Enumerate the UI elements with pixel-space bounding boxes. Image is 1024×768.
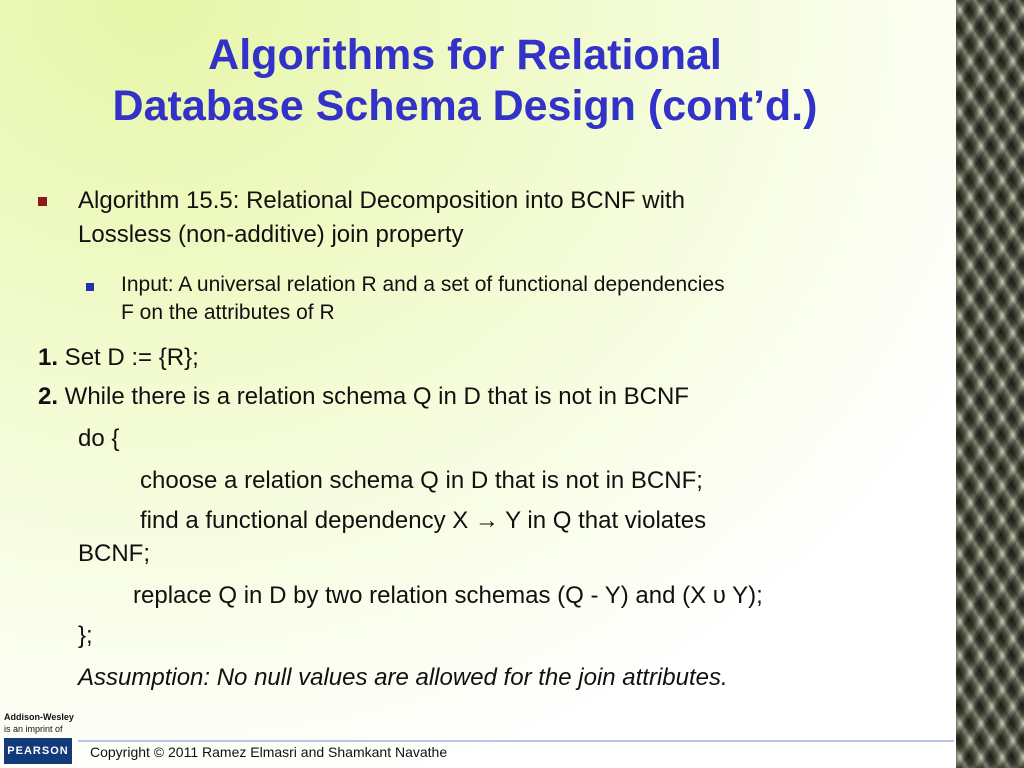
step-1-number: 1.: [38, 344, 59, 371]
step-1: [38, 344, 199, 372]
assumption-line: Assumption: No null values are allowed for the join attributes.: [78, 664, 728, 691]
sub-bullet-line-2: F on the attributes of R: [121, 301, 335, 324]
do-open: do {: [78, 425, 120, 452]
slide-title: [0, 30, 930, 132]
bullet-1-line-1: Algorithm 15.5: Relational Decomposition into BCNF with: [78, 187, 685, 214]
title-line-1: Algorithms for Relational: [208, 31, 722, 79]
bcnf-line: BCNF;: [78, 540, 150, 567]
step-2-number: 2.: [38, 383, 59, 410]
find-part-2: Y in Q that violates: [498, 507, 707, 534]
publisher-imprint: is an imprint of: [4, 724, 63, 734]
find-part-1: find a functional dependency X: [140, 507, 475, 534]
decorative-side-image: [956, 0, 1024, 768]
title-line-2: Database Schema Design (cont’d.): [112, 82, 818, 130]
pearson-logo: PEARSON: [4, 738, 72, 764]
choose-line: choose a relation schema Q in D that is not in BCNF;: [140, 467, 703, 494]
copyright-text: Copyright © 2011 Ramez Elmasri and Shamkant Navathe: [90, 744, 448, 760]
arrow-icon: →: [474, 507, 499, 534]
close-brace: };: [78, 622, 93, 649]
sub-bullet-square-icon: [86, 283, 94, 291]
step-2: [38, 383, 689, 411]
replace-line: replace Q in D by two relation schemas (Q - Y) and (X ᴜ Y);: [133, 582, 763, 609]
bullet-square-icon: [38, 197, 47, 206]
bullet-1-line-2: Lossless (non-additive) join property: [78, 221, 464, 248]
sub-bullet-line-1: Input: A universal relation R and a set of functional dependencies: [121, 273, 725, 296]
footer-divider: [78, 740, 954, 742]
step-2-text: While there is a relation schema Q in D that is not in BCNF: [58, 383, 689, 410]
find-line: [140, 507, 706, 535]
publisher-name: Addison-Wesley: [4, 712, 74, 722]
step-1-text: Set D := {R};: [58, 344, 199, 371]
